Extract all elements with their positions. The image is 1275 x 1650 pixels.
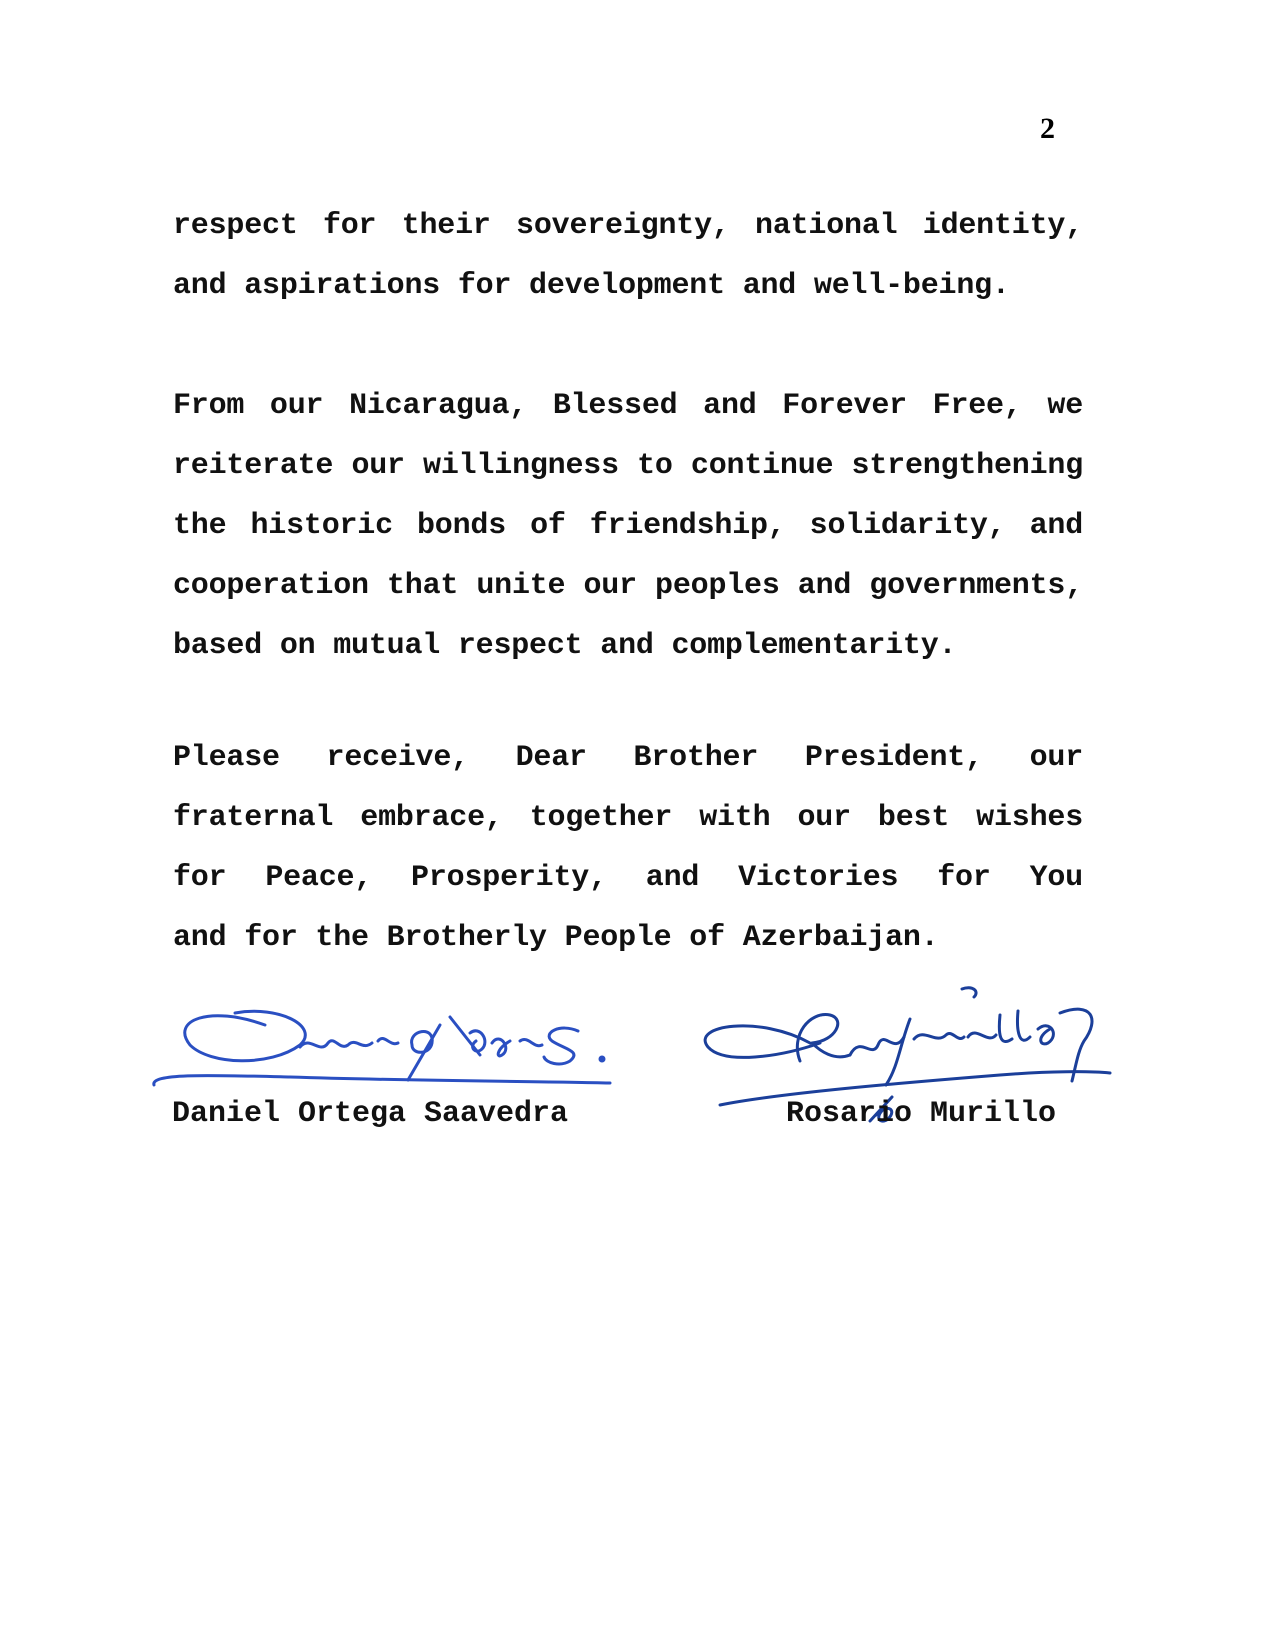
signatory-name-left: Daniel Ortega Saavedra [172, 1097, 569, 1131]
paragraph-line: reiterate our willingness to continue strengthening [173, 449, 1083, 483]
page-number: 2 [1040, 112, 1055, 145]
paragraph-line: and aspirations for development and well-being. [173, 269, 1010, 303]
paragraph-1 [173, 196, 1083, 316]
paragraph-2 [173, 376, 1083, 676]
paragraph-line: and for the Brotherly People of Azerbaijan. [173, 921, 939, 955]
paragraph-line: fraternal embrace, together with our best wishes [173, 801, 1083, 835]
paragraph-line: respect for their sovereignty, national identity, [173, 209, 1083, 243]
paragraph-line: the historic bonds of friendship, solidarity, and [173, 509, 1083, 543]
signature-left-image [150, 985, 670, 1095]
paragraph-3 [173, 728, 1083, 968]
paragraph-line: based on mutual respect and complementarity. [173, 629, 957, 663]
paragraph-line: Please receive, Dear Brother President, our [173, 741, 1083, 775]
signature-block-right [700, 985, 1180, 1165]
signatory-name-right: Rosario Murillo [786, 1097, 1057, 1131]
signature-block-left [150, 985, 670, 1165]
paragraph-line: From our Nicaragua, Blessed and Forever Free, we [173, 389, 1083, 423]
paragraph-line: for Peace, Prosperity, and Victories for You [173, 861, 1083, 895]
paragraph-line: cooperation that unite our peoples and governments, [173, 569, 1083, 603]
